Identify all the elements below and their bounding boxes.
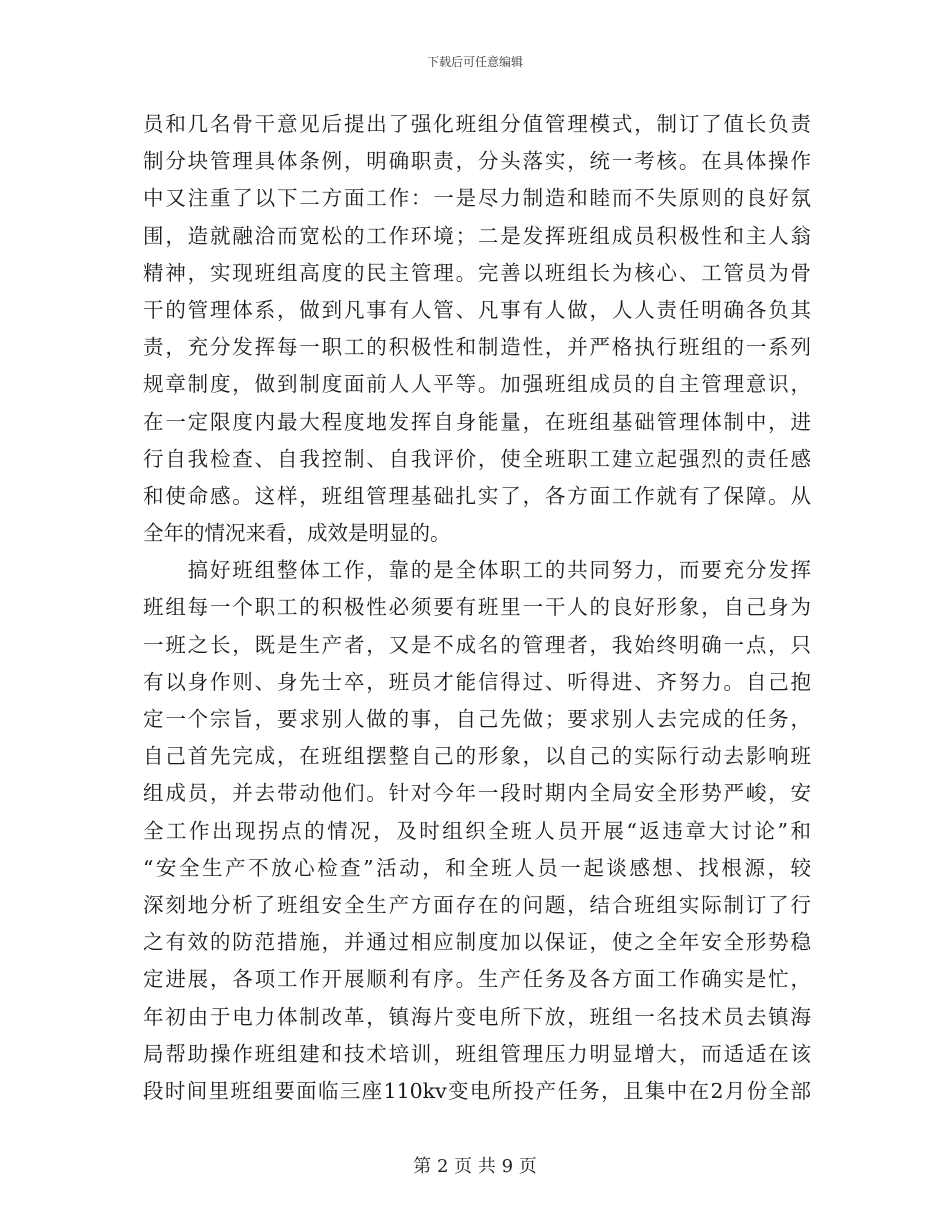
text-line: 行自我检查、自我控制、自我评价，使全班职工建立起强烈的责任感 [143,446,811,471]
text-line: 责，充分发挥每一职工的积极性和制造性，并严格执行班组的一系列 [143,335,811,360]
text-line: 一班之长，既是生产者，又是不成名的管理者，我始终明确一点，只 [143,632,811,657]
text-line: 围，造就融洽而宽松的工作环境；二是发挥班组成员积极性和主人翁 [143,223,811,248]
text-line: 精神，实现班组高度的民主管理。完善以班组长为核心、工管员为骨 [143,260,811,285]
text-line: “安全生产不放心检查”活动，和全班人员一起谈感想、找根源，较 [143,855,811,880]
text-line: 干的管理体系，做到凡事有人管、凡事有人做，人人责任明确各负其 [143,297,811,322]
text-line: 班组每一个职工的积极性必须要有班里一干人的良好形象，自己身为 [143,595,811,620]
text-line: 和使命感。这样，班组管理基础扎实了，各方面工作就有了保障。从 [143,483,811,508]
document-body [143,106,811,1110]
text-line: 有以身作则、身先士卒，班员才能信得过、听得进、齐努力。自己抱 [143,669,811,694]
text-line: 规章制度，做到制度面前人人平等。加强班组成员的自主管理意识， [143,372,811,397]
text-line: 自己首先完成，在班组摆整自己的形象，以自己的实际行动去影响班 [143,744,811,769]
text-line: 搞好班组整体工作，靠的是全体职工的共同努力，而要充分发挥 [143,558,811,583]
text-line: 段时间里班组要面临三座110kv变电所投产任务，且集中在2月份全部 [143,1078,811,1103]
text-line: 深刻地分析了班组安全生产方面存在的问题，结合班组实际制订了行 [143,892,811,917]
page-footer: 第 2 页 共 9 页 [413,1156,537,1177]
text-line: 在一定限度内最大程度地发挥自身能量，在班组基础管理体制中，进 [143,409,811,434]
text-line: 定一个宗旨，要求别人做的事，自己先做；要求别人去完成的任务， [143,707,811,731]
text-line: 之有效的防范措施，并通过相应制度加以保证，使之全年安全形势稳 [143,930,811,955]
text-line: 定进展，各项工作开展顺利有序。生产任务及各方面工作确实是忙， [143,967,811,992]
text-line: 全年的情况来看，成效是明显的。 [143,521,451,546]
text-line: 局帮助操作班组建和技术培训，班组管理压力明显增大，而适适在该 [143,1041,811,1066]
text-line: 组成员，并去带动他们。针对今年一段时期内全局安全形势严峻，安 [143,781,811,806]
text-line: 制分块管理具体条例，明确职责，分头落实，统一考核。在具体操作 [143,149,811,174]
text-line: 员和几名骨干意见后提出了强化班组分值管理模式，制订了值长负责 [143,112,811,136]
text-line: 中又注重了以下二方面工作：一是尽力制造和睦而不失原则的良好氛 [143,186,811,211]
text-line: 全工作出现拐点的情况，及时组织全班人员开展“返违章大讨论”和 [143,818,811,843]
text-line: 年初由于电力体制改革，镇海片变电所下放，班组一名技术员去镇海 [143,1004,811,1029]
page-header: 下载后可任意编辑 [426,55,523,69]
